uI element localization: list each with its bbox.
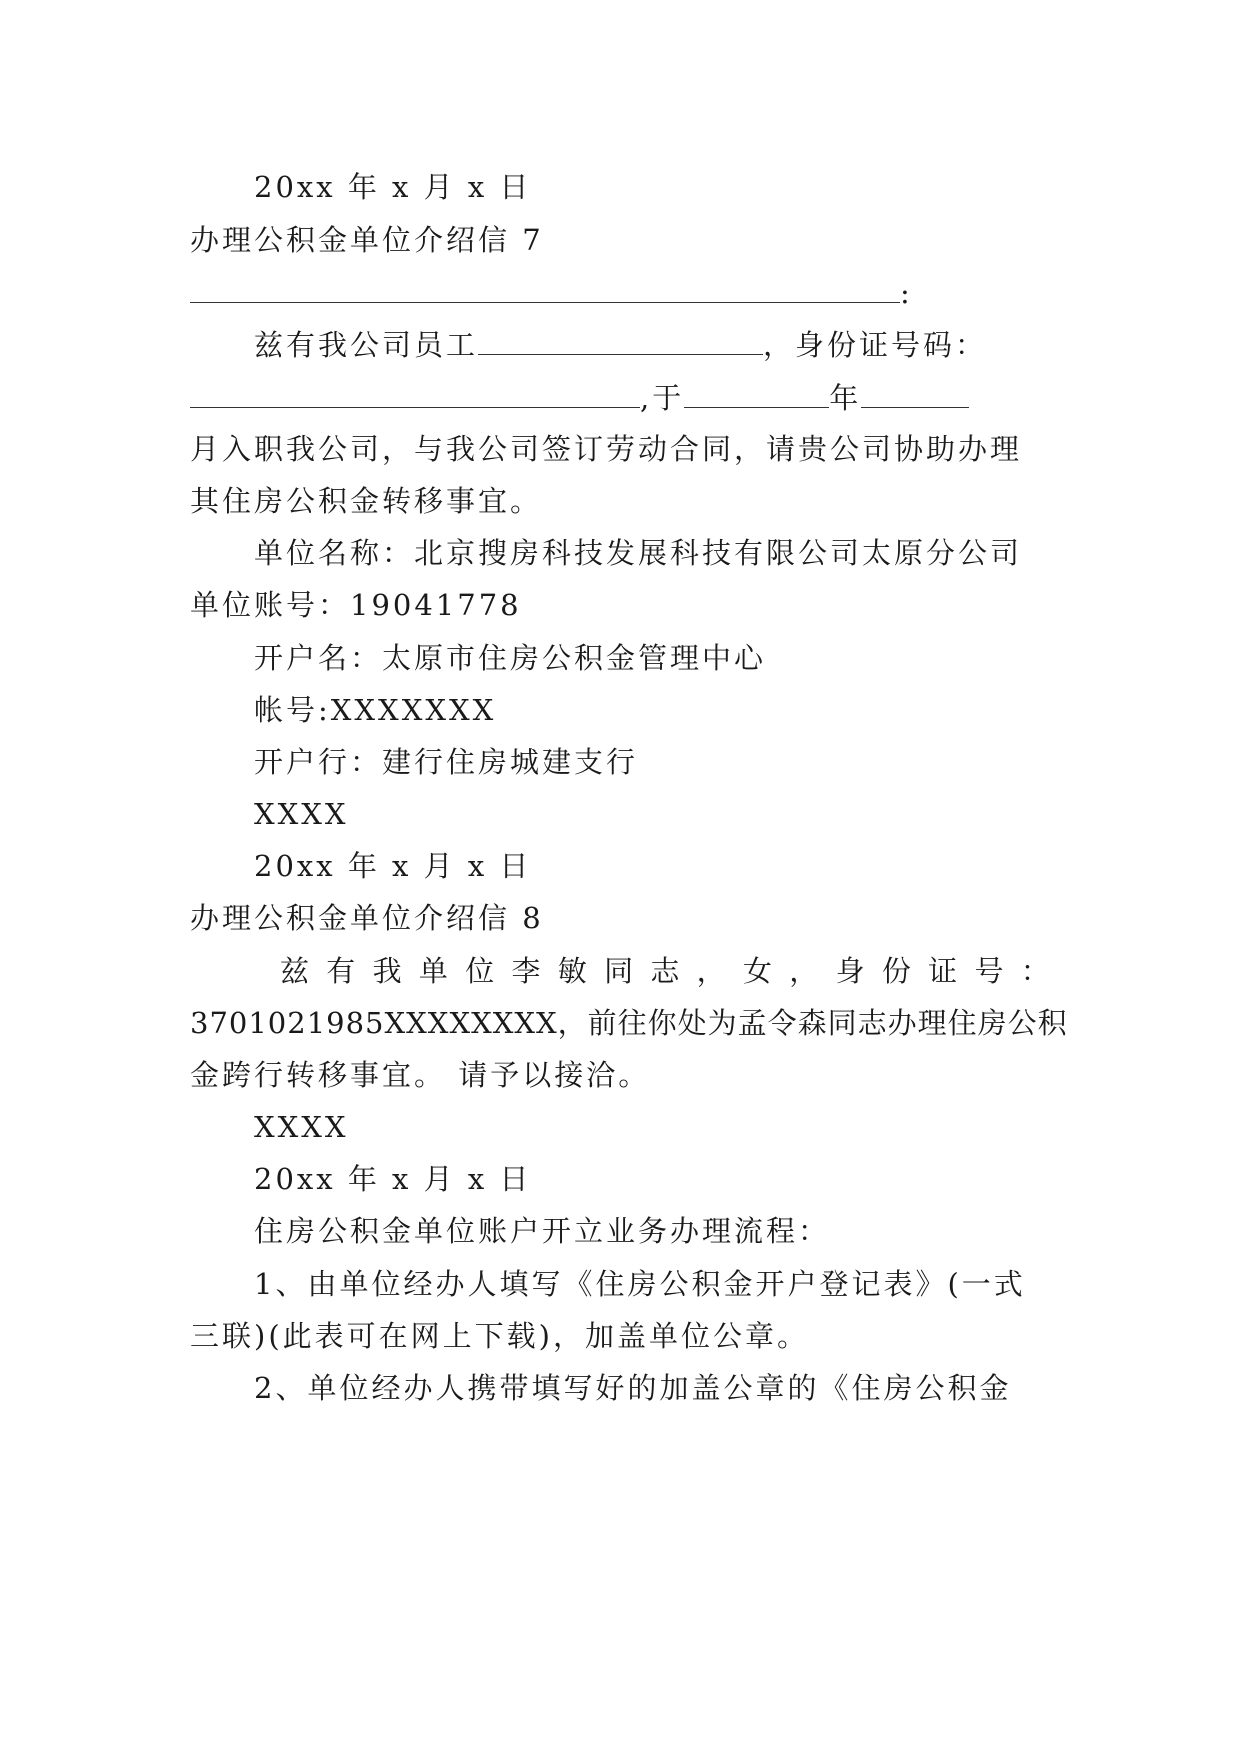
section-title-8: 办理公积金单位介绍信 8: [190, 901, 544, 935]
text: 年: [829, 381, 862, 415]
colon: :: [900, 276, 913, 310]
char: 女: [742, 954, 772, 988]
char: 同: [604, 954, 634, 988]
employee-name-blank: [478, 324, 763, 355]
unit-name: 单位名称：北京搜房科技发展科技有限公司太原分公司: [254, 536, 1023, 570]
text: ,于: [640, 381, 685, 415]
char: ，: [696, 954, 726, 988]
text: 兹有我公司员工: [254, 328, 479, 362]
char: ，: [789, 954, 819, 988]
process-title: 住房公积金单位账户开立业务办理流程：: [254, 1214, 831, 1248]
date-line: 20xx 年 x 月 x 日: [254, 1162, 532, 1196]
char: 兹: [280, 954, 310, 988]
account-number: 帐号:XXXXXXX: [254, 693, 497, 727]
char: 我: [372, 954, 402, 988]
char: 证: [928, 954, 958, 988]
paragraph-8-line-3: 金跨行转移事宜。 请予以接洽。: [190, 1058, 651, 1092]
char: 敏: [557, 954, 587, 988]
date-line: 20xx 年 x 月 x 日: [254, 170, 532, 204]
date-line: 20xx 年 x 月 x 日: [254, 849, 532, 883]
step-1-line-1: 1、由单位经办人填写《住房公积金开户登记表》(一式: [254, 1267, 1026, 1301]
id-number-blank: [190, 377, 640, 408]
char: 志: [650, 954, 680, 988]
signature: XXXX: [254, 1110, 349, 1144]
paragraph-8-line-1: [280, 951, 1050, 991]
text: ，身份证号码：: [763, 328, 988, 362]
char: 单: [418, 954, 448, 988]
paragraph-7-line-2: [190, 377, 1050, 418]
char: 号: [974, 954, 1004, 988]
char: 有: [326, 954, 356, 988]
section-title-7: 办理公积金单位介绍信 7: [190, 223, 544, 257]
char: ：: [1020, 954, 1050, 988]
paragraph-8-line-2: 3701021985XXXXXXXX，前往你处为孟令森同志办理住房公积: [190, 1006, 1068, 1040]
paragraph-7-line-1: [254, 324, 1050, 365]
unit-account: 单位账号：19041778: [190, 588, 522, 622]
month-blank: [861, 377, 969, 408]
account-name: 开户名：太原市住房公积金管理中心: [254, 641, 767, 675]
bank: 开户行：建行住房城建支行: [254, 745, 639, 779]
paragraph-7-line-4: 其住房公积金转移事宜。: [190, 484, 543, 518]
step-1-line-2: 三联)(此表可在网上下载)，加盖单位公章。: [190, 1319, 809, 1353]
char: 身: [835, 954, 865, 988]
char: 份: [881, 954, 911, 988]
paragraph-7-line-3: 月入职我公司，与我公司签订劳动合同，请贵公司协助办理: [190, 432, 1023, 466]
char: 位: [465, 954, 495, 988]
addressee-blank: [190, 272, 900, 303]
year-blank: [684, 377, 829, 408]
addressee-line: [190, 272, 1050, 313]
step-2-line-1: 2、单位经办人携带填写好的加盖公章的《住房公积金: [254, 1371, 1012, 1405]
signature: XXXX: [254, 797, 349, 831]
char: 李: [511, 954, 541, 988]
